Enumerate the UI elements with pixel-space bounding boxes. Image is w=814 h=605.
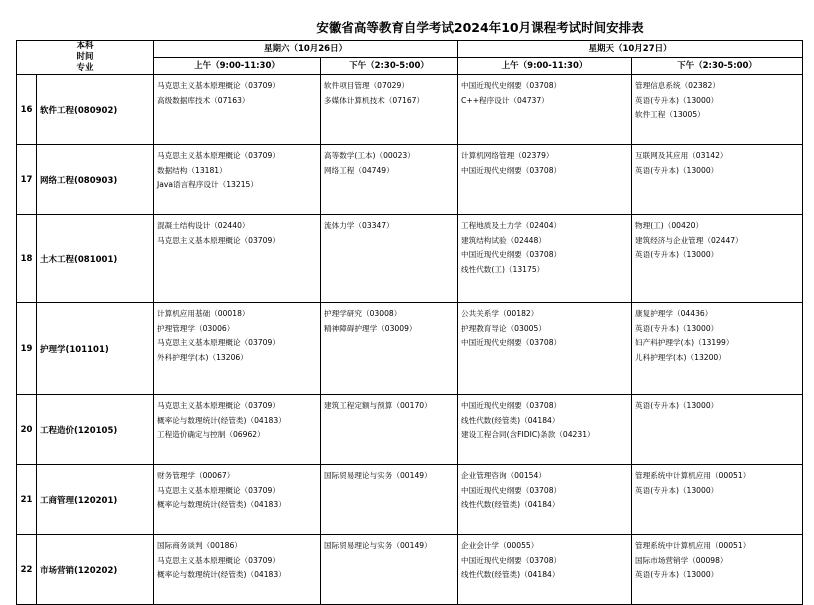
exam-slot-cell [154, 303, 321, 395]
row-number: 21 [17, 465, 37, 535]
slot-header-sat-pm: 下午（2:30-5:00） [321, 58, 458, 75]
exam-slot-cell [632, 75, 803, 145]
day-header-saturday: 星期六（10月26日） [154, 41, 458, 58]
exam-slot-cell [321, 465, 458, 535]
course-entry: 英语(专升本)（13000） [635, 165, 719, 175]
course-entry: 英语(专升本)（13000） [635, 401, 719, 410]
schedule-row [17, 215, 803, 303]
exam-slot-cell [458, 535, 632, 605]
course-entry: 马克思主义基本原理概论（03709） [157, 485, 280, 495]
day-header-sunday: 星期天（10月27日） [458, 41, 803, 58]
course-entry: 国际贸易理论与实务（00149） [324, 541, 432, 550]
course-entry: 建筑结构试验（02448） [461, 235, 546, 245]
course-entry: 英语(专升本)（13000） [635, 95, 719, 105]
corner-label-level: 本科 [76, 41, 94, 51]
course-entry: 管理系统中计算机应用（00051） [635, 471, 751, 480]
course-entry: 英语(专升本)（13000） [635, 250, 719, 259]
course-entry: 线性代数(经管类)（04184） [461, 415, 560, 425]
course-entry: 软件项目管理（07029） [324, 81, 409, 90]
schedule-row [17, 303, 803, 395]
course-entry: 中国近现代史纲要（03708） [461, 485, 562, 495]
course-entry: 中国近现代史纲要（03708） [461, 165, 562, 175]
course-entry: 线性代数(工)（13175） [461, 264, 545, 274]
slot-header-sun-am: 上午（9:00-11:30） [458, 58, 632, 75]
slot-header-sun-pm: 下午（2:30-5:00） [632, 58, 803, 75]
exam-schedule-table [16, 40, 803, 605]
course-entry: 国际市场营销学（00098） [635, 555, 728, 565]
exam-slot-cell [154, 395, 321, 465]
course-entry: 英语(专升本)（13000） [635, 323, 719, 333]
course-entry: 企业管理咨询（00154） [461, 471, 546, 480]
exam-slot-cell [154, 465, 321, 535]
major-name: 土木工程(081001) [37, 215, 154, 303]
exam-slot-cell [321, 395, 458, 465]
exam-slot-cell [632, 303, 803, 395]
course-entry: 公共关系学（00182） [461, 309, 539, 318]
major-name: 市场营销(120202) [37, 535, 154, 605]
exam-slot-cell [458, 215, 632, 303]
course-entry: 中国近现代史纲要（03708） [461, 401, 562, 410]
course-entry: 国际商务谈判（00186） [157, 541, 242, 550]
page-title: 安徽省高等教育自学考试2024年10月课程考试时间安排表 [316, 20, 644, 35]
course-entry: 概率论与数理统计(经管类)（04183） [157, 500, 286, 509]
course-entry: 流体力学（03347） [324, 221, 394, 230]
course-entry: 康复护理学（04436） [635, 309, 713, 318]
course-entry: 建设工程合同(含FIDIC)条款（04231） [461, 430, 595, 439]
course-entry: 马克思主义基本原理概论（03709） [157, 81, 280, 90]
exam-slot-cell [632, 465, 803, 535]
course-entry: 计算机网络管理（02379） [461, 151, 554, 160]
course-entry: 线性代数(经管类)（04184） [461, 500, 560, 509]
course-entry: 计算机应用基础（00018） [157, 309, 250, 318]
course-entry: 物理(工)（00420） [635, 221, 704, 230]
course-entry: 数据结构（13181） [157, 165, 227, 175]
major-name: 护理学(101101) [37, 303, 154, 395]
course-entry: 中国近现代史纲要（03708） [461, 338, 562, 347]
course-entry: 建筑工程定额与预算（00170） [324, 401, 432, 410]
row-number: 19 [17, 303, 37, 395]
course-entry: 互联网及其应用（03142） [635, 151, 728, 160]
course-entry: 精神障碍护理学（03009） [324, 323, 417, 333]
row-number: 18 [17, 215, 37, 303]
course-entry: 网络工程（04749） [324, 165, 394, 175]
exam-slot-cell [632, 145, 803, 215]
course-entry: 儿科护理学(本)（13200） [635, 352, 726, 362]
major-name: 工商管理(120201) [37, 465, 154, 535]
course-entry: 高级数据库技术（07163） [157, 95, 250, 105]
exam-slot-cell [321, 303, 458, 395]
course-entry: 马克思主义基本原理概论（03709） [157, 235, 280, 245]
course-entry: 工程造价确定与控制（06962） [157, 430, 265, 439]
course-entry: 中国近现代史纲要（03708） [461, 81, 562, 90]
schedule-row [17, 535, 803, 605]
course-entry: 混凝土结构设计（02440） [157, 221, 250, 230]
course-entry: 英语(专升本)（13000） [635, 570, 719, 579]
course-entry: 中国近现代史纲要（03708） [461, 250, 562, 259]
corner-header [17, 41, 154, 75]
exam-slot-cell [458, 145, 632, 215]
course-entry: 财务管理学（00067） [157, 471, 235, 480]
course-entry: 建筑经济与企业管理（02447） [635, 235, 743, 245]
row-number: 20 [17, 395, 37, 465]
exam-slot-cell [321, 75, 458, 145]
course-entry: Java语言程序设计（13215） [157, 180, 258, 189]
exam-slot-cell [632, 535, 803, 605]
exam-slot-cell [154, 75, 321, 145]
exam-slot-cell [458, 465, 632, 535]
exam-slot-cell [321, 145, 458, 215]
schedule-row [17, 145, 803, 215]
header-row-days [17, 41, 803, 58]
course-entry: 软件工程（13005） [635, 110, 705, 119]
course-entry: 管理系统中计算机应用（00051） [635, 541, 751, 550]
schedule-row [17, 75, 803, 145]
major-name: 工程造价(120105) [37, 395, 154, 465]
exam-slot-cell [632, 395, 803, 465]
course-entry: 线性代数(经管类)（04184） [461, 570, 560, 579]
course-entry: 英语(专升本)（13000） [635, 485, 719, 495]
course-entry: C++程序设计（04737） [461, 95, 549, 105]
exam-slot-cell [154, 535, 321, 605]
exam-slot-cell [458, 303, 632, 395]
course-entry: 工程地质及土力学（02404） [461, 221, 562, 230]
course-entry: 马克思主义基本原理概论（03709） [157, 151, 280, 160]
row-number: 17 [17, 145, 37, 215]
exam-slot-cell [154, 145, 321, 215]
exam-slot-cell [458, 75, 632, 145]
course-entry: 妇产科护理学(本)（13199） [635, 338, 734, 347]
exam-slot-cell [632, 215, 803, 303]
schedule-row [17, 465, 803, 535]
course-entry: 护理教育导论（03005） [461, 323, 546, 333]
schedule-row [17, 395, 803, 465]
exam-slot-cell [321, 215, 458, 303]
course-entry: 中国近现代史纲要（03708） [461, 555, 562, 565]
course-entry: 多媒体计算机技术（07167） [324, 95, 425, 105]
course-entry: 护理学研究（03008） [324, 309, 402, 318]
slot-header-sat-am: 上午（9:00-11:30） [154, 58, 321, 75]
row-number: 22 [17, 535, 37, 605]
course-entry: 概率论与数理统计(经管类)（04183） [157, 415, 286, 425]
exam-slot-cell [154, 215, 321, 303]
exam-slot-cell [321, 535, 458, 605]
major-name: 网络工程(080903) [37, 145, 154, 215]
course-entry: 护理管理学（03006） [157, 323, 235, 333]
course-entry: 外科护理学(本)（13206） [157, 352, 248, 362]
course-entry: 企业会计学（00055） [461, 541, 539, 550]
course-entry: 国际贸易理论与实务（00149） [324, 471, 432, 480]
course-entry: 概率论与数理统计(经管类)（04183） [157, 570, 286, 579]
course-entry: 管理信息系统（02382） [635, 81, 720, 90]
course-entry: 马克思主义基本原理概论（03709） [157, 338, 280, 347]
corner-label-major: 专业 [76, 63, 94, 73]
major-name: 软件工程(080902) [37, 75, 154, 145]
corner-label-time: 时间 [76, 52, 94, 62]
exam-slot-cell [458, 395, 632, 465]
course-entry: 马克思主义基本原理概论（03709） [157, 401, 280, 410]
row-number: 16 [17, 75, 37, 145]
course-entry: 马克思主义基本原理概论（03709） [157, 555, 280, 565]
course-entry: 高等数学(工本)（00023） [324, 151, 415, 160]
